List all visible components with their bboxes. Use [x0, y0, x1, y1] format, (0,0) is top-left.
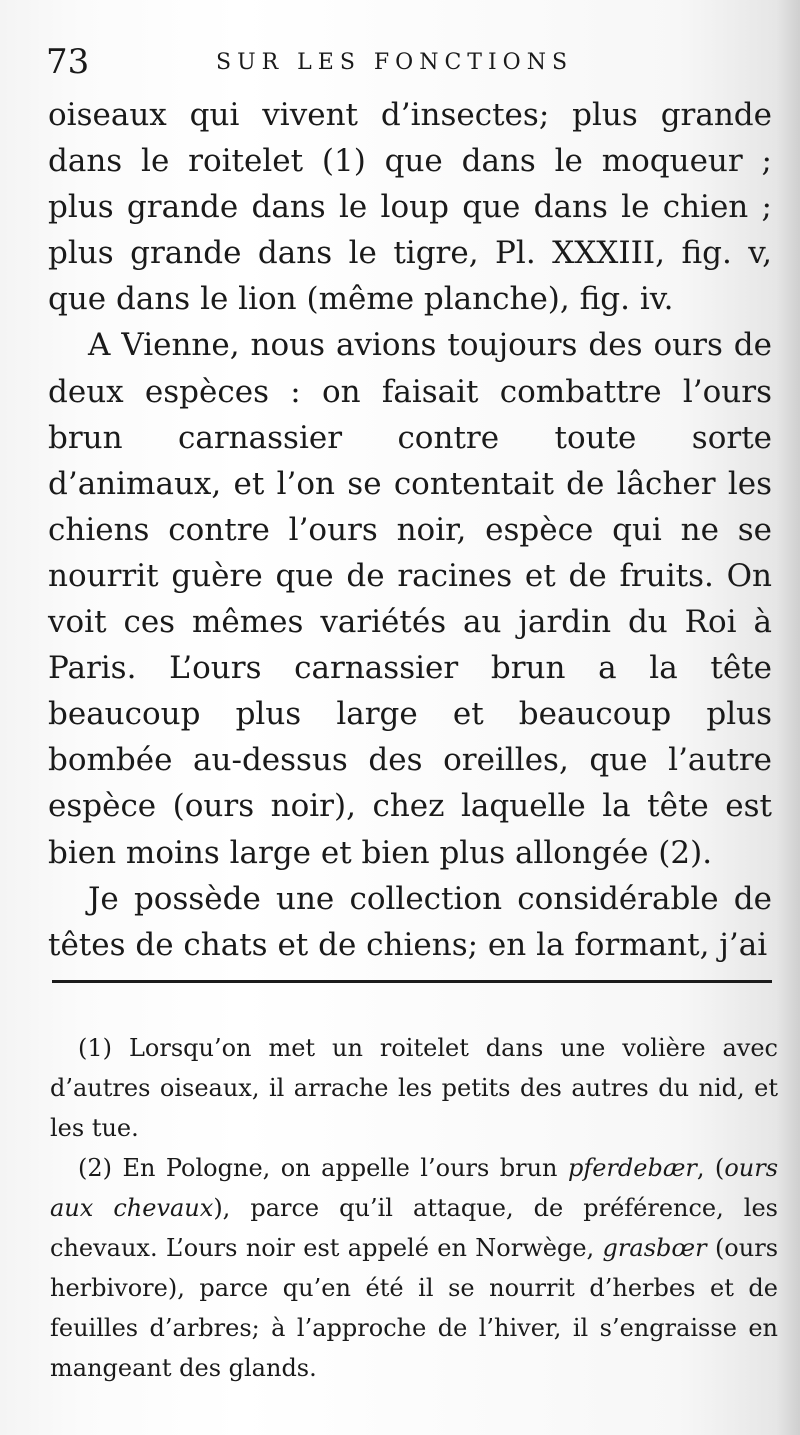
footnote-divider: [52, 980, 772, 983]
footnote-2-text: (2) En Pologne, on appelle l’ours brun: [78, 1154, 568, 1182]
footnote-2-text: , (: [696, 1154, 725, 1182]
footnote-1: (1) Lorsqu’on met un roitelet dans une volière avec d’autres oiseaux, il arrache les petits des autres du nid, et les tue.: [50, 1034, 778, 1142]
page-header: [46, 42, 786, 82]
footnote-2-term-grasboer: grasbœr: [602, 1234, 707, 1262]
paragraph-vienna-bears: A Vienne, nous avions toujours des ours de deux espèces : on faisait combattre l’ours brun carnassier contre toute sorte d’animaux, et l’on se contentait de lâcher les chiens contre l’ours noir, espèce qui ne se nourrit guère que de racines et de fruits. On voit ces mêmes variétés au jardin du Roi à Paris. L’ours carnassier brun a la tête beaucoup plus large et beaucoup plus bombée au-dessus des oreilles, que l’autre espèce (ours noir), chez laquelle la tête est bien moins large et bien plus allongée (2).: [48, 327, 772, 871]
page-number: 73: [46, 42, 90, 82]
footnotes: [50, 1028, 778, 1388]
main-text: [48, 92, 772, 968]
footnote-2-text: ), parce qu’il attaque, de préférence, les chevaux. L’ours noir est appelé en Norwège,: [50, 1194, 778, 1262]
footnote-2-term-pferdebaer: pferdebær: [567, 1154, 697, 1182]
footnote-2-text: (ours herbivore), parce qu’en été il se nourrit d’herbes et de feuilles d’arbres; à l’approche de l’hiver, il s’engraisse en mangeant des glands.: [50, 1234, 779, 1382]
footnote-2-term-ours-aux-chevaux: ours aux chevaux: [50, 1154, 779, 1222]
running-head: SUR LES FONCTIONS: [216, 50, 574, 75]
paragraph-continuation: oiseaux qui vivent d’insectes; plus grande dans le roitelet (1) que dans le moqueur ; plus grande dans le loup que dans le chien ; plus grande dans le tigre, Pl. XXXIII, fig. v, que dans le lion (même planche), fig. iv.: [48, 97, 772, 318]
footnote-2: [50, 1148, 778, 1388]
paragraph-collection: Je possède une collection considérable de têtes de chats et de chiens; en la formant, j’ai: [48, 880, 772, 963]
